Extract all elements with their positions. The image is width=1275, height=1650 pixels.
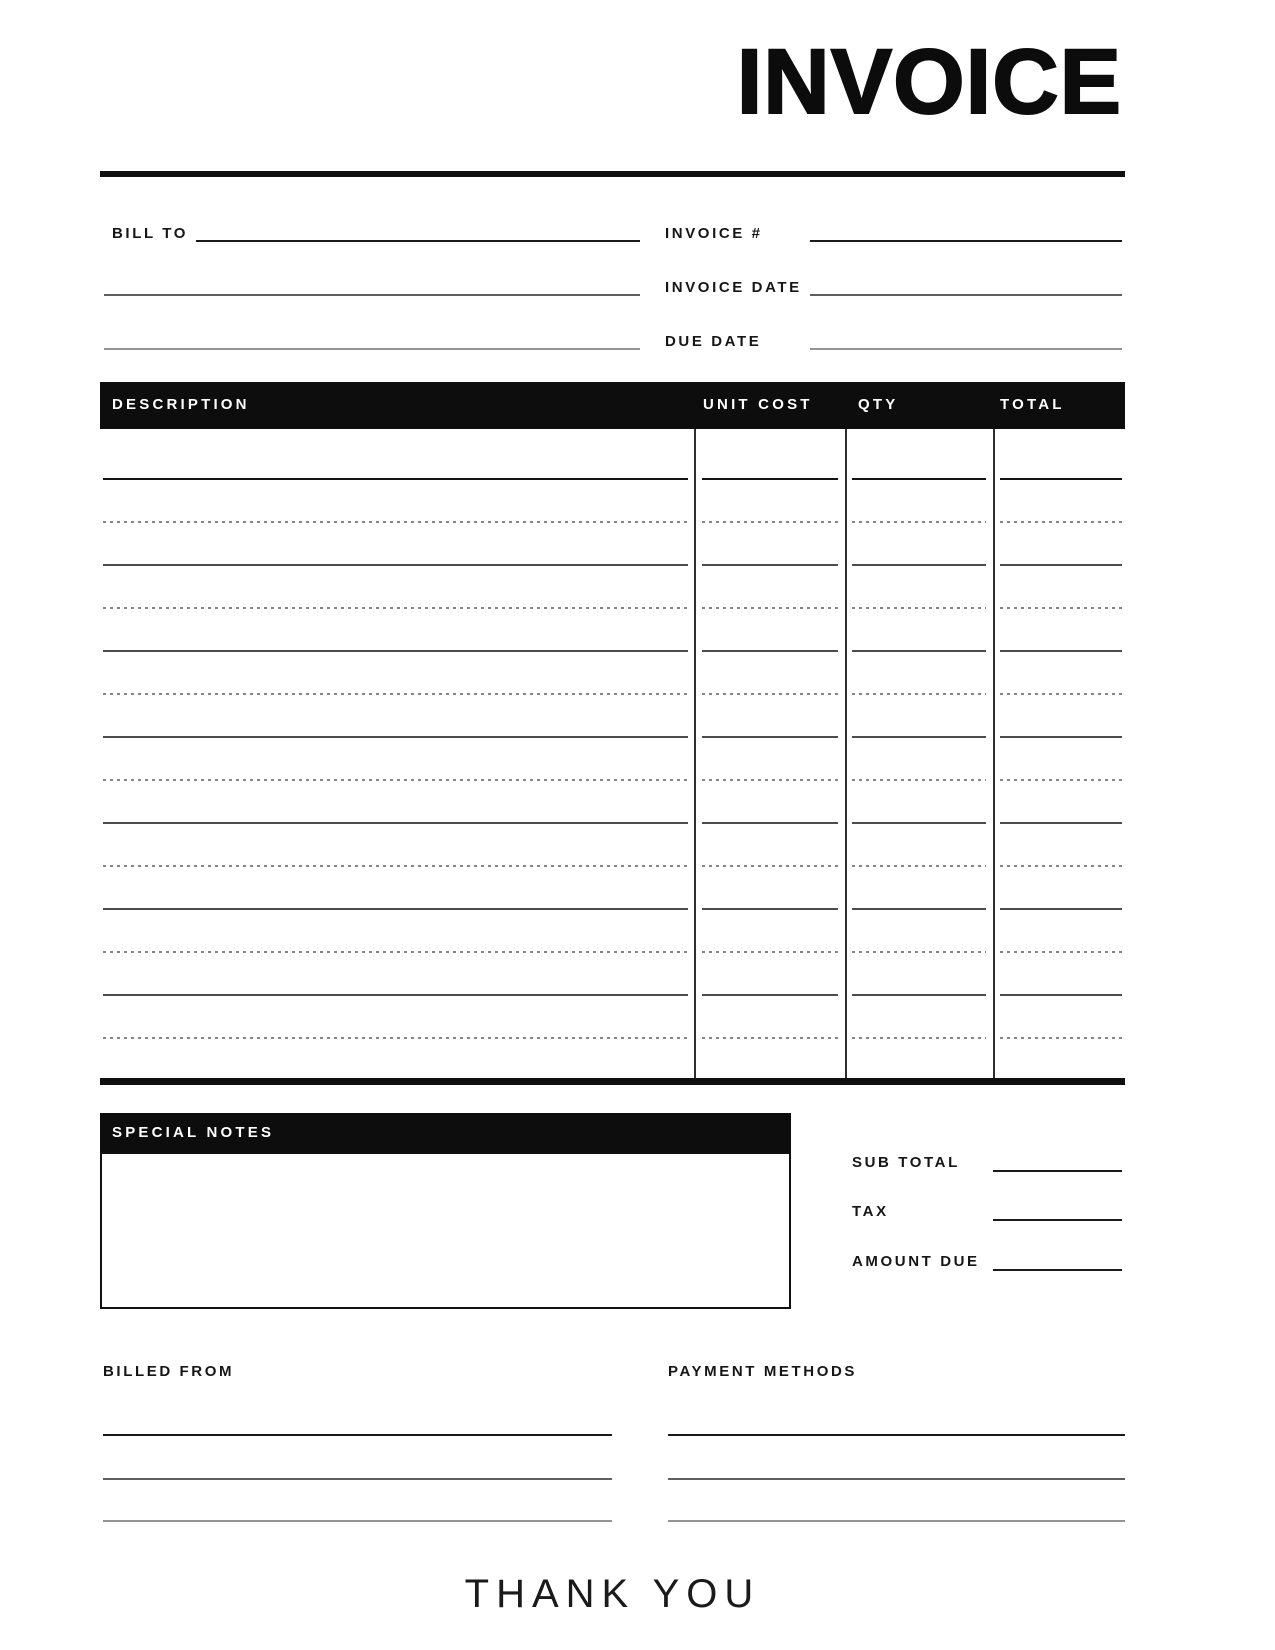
- item-cell-line[interactable]: [852, 908, 986, 910]
- item-cell-line[interactable]: [852, 1037, 986, 1039]
- item-cell-line[interactable]: [1000, 693, 1122, 695]
- billed-from-line-3[interactable]: [103, 1520, 612, 1522]
- item-cell-line[interactable]: [1000, 994, 1122, 996]
- item-cell-line[interactable]: [1000, 564, 1122, 566]
- item-cell-line[interactable]: [702, 1037, 838, 1039]
- item-cell-line[interactable]: [103, 564, 688, 566]
- bill-to-line-2[interactable]: [104, 294, 640, 296]
- item-cell-line[interactable]: [1000, 650, 1122, 652]
- payment-methods-label: PAYMENT METHODS: [668, 1363, 858, 1380]
- item-cell-line[interactable]: [103, 865, 688, 867]
- item-cell-line[interactable]: [1000, 951, 1122, 953]
- amount-due-label: AMOUNT DUE: [852, 1253, 980, 1270]
- invoice-number-label: INVOICE #: [665, 225, 763, 242]
- subtotal-field[interactable]: [993, 1170, 1122, 1172]
- bill-to-line-1[interactable]: [196, 240, 640, 242]
- subtotal-label: SUB TOTAL: [852, 1154, 960, 1171]
- item-cell-line[interactable]: [852, 650, 986, 652]
- item-cell-line[interactable]: [702, 564, 838, 566]
- item-cell-line[interactable]: [1000, 865, 1122, 867]
- invoice-number-field[interactable]: [810, 240, 1122, 242]
- payment-methods-line-3[interactable]: [668, 1520, 1125, 1522]
- column-divider: [993, 429, 995, 1082]
- tax-label: TAX: [852, 1203, 889, 1220]
- item-cell-line[interactable]: [852, 478, 986, 480]
- item-cell-line[interactable]: [702, 908, 838, 910]
- billed-from-label: BILLED FROM: [103, 1363, 235, 1380]
- item-cell-line[interactable]: [1000, 779, 1122, 781]
- item-cell-line[interactable]: [103, 908, 688, 910]
- item-cell-line[interactable]: [702, 607, 838, 609]
- column-header-unit-cost: UNIT COST: [703, 396, 813, 413]
- item-cell-line[interactable]: [852, 779, 986, 781]
- tax-field[interactable]: [993, 1219, 1122, 1221]
- item-cell-line[interactable]: [1000, 822, 1122, 824]
- item-cell-line[interactable]: [852, 865, 986, 867]
- due-date-label: DUE DATE: [665, 333, 762, 350]
- item-cell-line[interactable]: [103, 521, 688, 523]
- item-cell-line[interactable]: [1000, 908, 1122, 910]
- special-notes-label: SPECIAL NOTES: [112, 1124, 275, 1141]
- item-cell-line[interactable]: [1000, 736, 1122, 738]
- item-cell-line[interactable]: [852, 607, 986, 609]
- item-cell-line[interactable]: [103, 650, 688, 652]
- thank-you-message: THANK YOU: [464, 1572, 761, 1616]
- bill-to-line-3[interactable]: [104, 348, 640, 350]
- item-cell-line[interactable]: [1000, 607, 1122, 609]
- item-cell-line[interactable]: [702, 822, 838, 824]
- item-cell-line[interactable]: [702, 994, 838, 996]
- item-cell-line[interactable]: [103, 607, 688, 609]
- item-cell-line[interactable]: [852, 994, 986, 996]
- item-cell-line[interactable]: [852, 521, 986, 523]
- item-cell-line[interactable]: [103, 779, 688, 781]
- item-cell-line[interactable]: [103, 951, 688, 953]
- invoice-date-label: INVOICE DATE: [665, 279, 802, 296]
- item-cell-line[interactable]: [852, 736, 986, 738]
- item-cell-line[interactable]: [103, 822, 688, 824]
- item-cell-line[interactable]: [103, 994, 688, 996]
- payment-methods-line-2[interactable]: [668, 1478, 1125, 1480]
- column-header-qty: QTY: [858, 396, 899, 413]
- item-cell-line[interactable]: [702, 865, 838, 867]
- invoice-date-field[interactable]: [810, 294, 1122, 296]
- item-cell-line[interactable]: [1000, 521, 1122, 523]
- item-cell-line[interactable]: [852, 822, 986, 824]
- item-cell-line[interactable]: [852, 564, 986, 566]
- amount-due-field[interactable]: [993, 1269, 1122, 1271]
- billed-from-line-2[interactable]: [103, 1478, 612, 1480]
- item-cell-line[interactable]: [702, 693, 838, 695]
- items-table-header: [100, 382, 1125, 429]
- item-cell-line[interactable]: [702, 736, 838, 738]
- item-cell-line[interactable]: [1000, 1037, 1122, 1039]
- item-cell-line[interactable]: [103, 736, 688, 738]
- item-cell-line[interactable]: [103, 478, 688, 480]
- bill-to-label: BILL TO: [112, 225, 188, 242]
- item-cell-line[interactable]: [702, 951, 838, 953]
- item-cell-line[interactable]: [1000, 478, 1122, 480]
- item-cell-line[interactable]: [103, 1037, 688, 1039]
- invoice-title: INVOICE: [736, 31, 1122, 133]
- item-cell-line[interactable]: [702, 650, 838, 652]
- title-divider: [100, 171, 1125, 177]
- column-header-description: DESCRIPTION: [112, 396, 250, 413]
- item-cell-line[interactable]: [852, 693, 986, 695]
- item-cell-line[interactable]: [702, 478, 838, 480]
- item-cell-line[interactable]: [852, 951, 986, 953]
- special-notes-header: [100, 1113, 791, 1152]
- item-cell-line[interactable]: [702, 779, 838, 781]
- table-bottom-rule: [100, 1078, 1125, 1085]
- item-cell-line[interactable]: [103, 693, 688, 695]
- column-header-total: TOTAL: [1000, 396, 1065, 413]
- special-notes-input[interactable]: [100, 1152, 791, 1309]
- column-divider: [845, 429, 847, 1082]
- item-cell-line[interactable]: [702, 521, 838, 523]
- billed-from-line-1[interactable]: [103, 1434, 612, 1436]
- payment-methods-line-1[interactable]: [668, 1434, 1125, 1436]
- due-date-field[interactable]: [810, 348, 1122, 350]
- column-divider: [694, 429, 696, 1082]
